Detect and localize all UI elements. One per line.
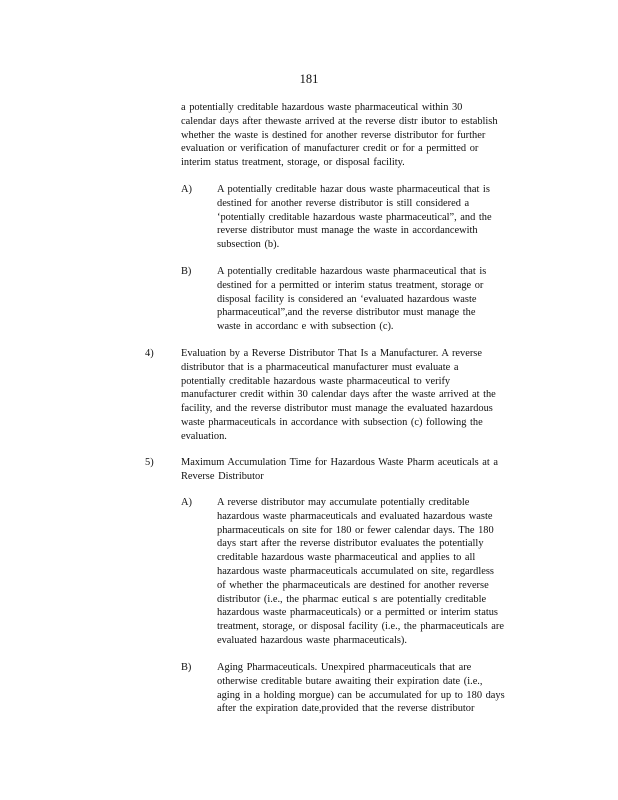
text-line: Maximum Accumulation Time for Hazardous Waste Pharm aceuticals at a <box>181 457 499 468</box>
text-line: A potentially creditable hazardous waste pharmaceutical that is <box>217 266 487 277</box>
item-label: 5) <box>145 457 154 468</box>
text-line: subsection (b). <box>217 239 280 251</box>
text-line: creditable hazardous waste pharmaceutical and applies to all <box>217 552 476 564</box>
text-line: waste pharmaceuticals in accordance with subsection (c) following the <box>181 416 483 428</box>
text-line: aging in a holding morgue) can be accumulated for up to 180 days <box>217 689 505 701</box>
text-line: hazardous waste pharmaceuticals and evaluated hazardous waste <box>217 510 493 522</box>
text-line: reverse distributor must manage the waste in accordancewith <box>217 225 478 237</box>
text-line: destined for a permitted or interim status treatment, storage or <box>217 279 484 291</box>
text-line: hazardous waste pharmaceuticals) or a permitted or interim status <box>217 607 498 619</box>
text-line: a potentially creditable hazardous waste pharmaceutical within 30 <box>181 102 463 113</box>
text-line: calendar days after thewaste arrived at the reverse distr ibutor to establish <box>181 115 498 127</box>
subsection-paragraph <box>217 661 535 716</box>
text-line: potentially creditable hazardous waste pharmaceutical to verify <box>181 375 451 387</box>
text-line: distributor that is a pharmaceutical manufacturer must evaluate a <box>181 361 459 373</box>
text-line: A potentially creditable hazar dous waste pharmaceutical that is <box>217 184 490 195</box>
text-line: facility, and the reverse distributor must manage the evaluated hazardous <box>181 403 493 415</box>
text-line: Evaluation by a Reverse Distributor That Is a Manufacturer. A reverse <box>181 348 482 359</box>
text-line: A reverse distributor may accumulate potentially creditable <box>217 497 470 508</box>
text-line: whether the waste is destined for another reverse distributor for further <box>181 129 486 141</box>
text-line: after the expiration date,provided that the reverse distributor <box>217 703 475 715</box>
text-line: interim status treatment, storage, or disposal facility. <box>181 157 405 169</box>
text-line: otherwise creditable butare awaiting their expiration date (i.e., <box>217 675 483 687</box>
text-line: evaluation. <box>181 430 227 442</box>
text-line: pharmaceuticals on site for 180 or fewer calendar days. The 180 <box>217 524 494 536</box>
text-line: distributor (i.e., the pharmac eutical s are potentially creditable <box>217 593 487 605</box>
text-line: Aging Pharmaceuticals. Unexpired pharmaceuticals that are <box>217 662 472 673</box>
text-line: disposal facility is considered an ‘evaluated hazardous waste <box>217 293 477 305</box>
text-line: manufacturer credit within 30 calendar days after the waste arrived at the <box>181 389 496 401</box>
text-line: destined for another reverse distributor is still considered a <box>217 197 470 209</box>
text-line: waste in accordanc e with subsection (c). <box>217 321 394 333</box>
item-label: B) <box>181 662 192 673</box>
text-line: evaluated hazardous waste pharmaceuticals). <box>217 634 407 646</box>
text-line: pharmaceutical”,and the reverse distributor must manage the <box>217 307 476 319</box>
item-label: B) <box>181 266 192 277</box>
text-line: hazardous waste pharmaceuticals accumulated on site, regardless <box>217 565 494 577</box>
subsection-paragraph <box>217 496 539 648</box>
text-line: days start after the reverse distributor evaluates the potentially <box>217 538 484 550</box>
text-line: ‘potentially creditable hazardous waste pharmaceutical”, and the <box>217 211 492 223</box>
text-line: Reverse Distributor <box>181 470 264 482</box>
text-line: of whether the pharmaceuticals are destined for another reverse <box>217 579 489 591</box>
subsection-paragraph <box>217 183 529 252</box>
page-number: 181 <box>299 72 319 86</box>
intro-paragraph <box>181 101 529 170</box>
item-label: A) <box>181 497 192 508</box>
section-heading <box>181 456 537 484</box>
item-label: A) <box>181 184 192 195</box>
text-line: treatment, storage, or disposal facility (i.e., the pharmaceuticals are <box>217 621 504 633</box>
subsection-paragraph <box>217 265 529 334</box>
section-paragraph <box>181 347 529 444</box>
item-label: 4) <box>145 348 154 359</box>
text-line: evaluation or verification of manufacturer credit or for a permitted or <box>181 143 479 155</box>
